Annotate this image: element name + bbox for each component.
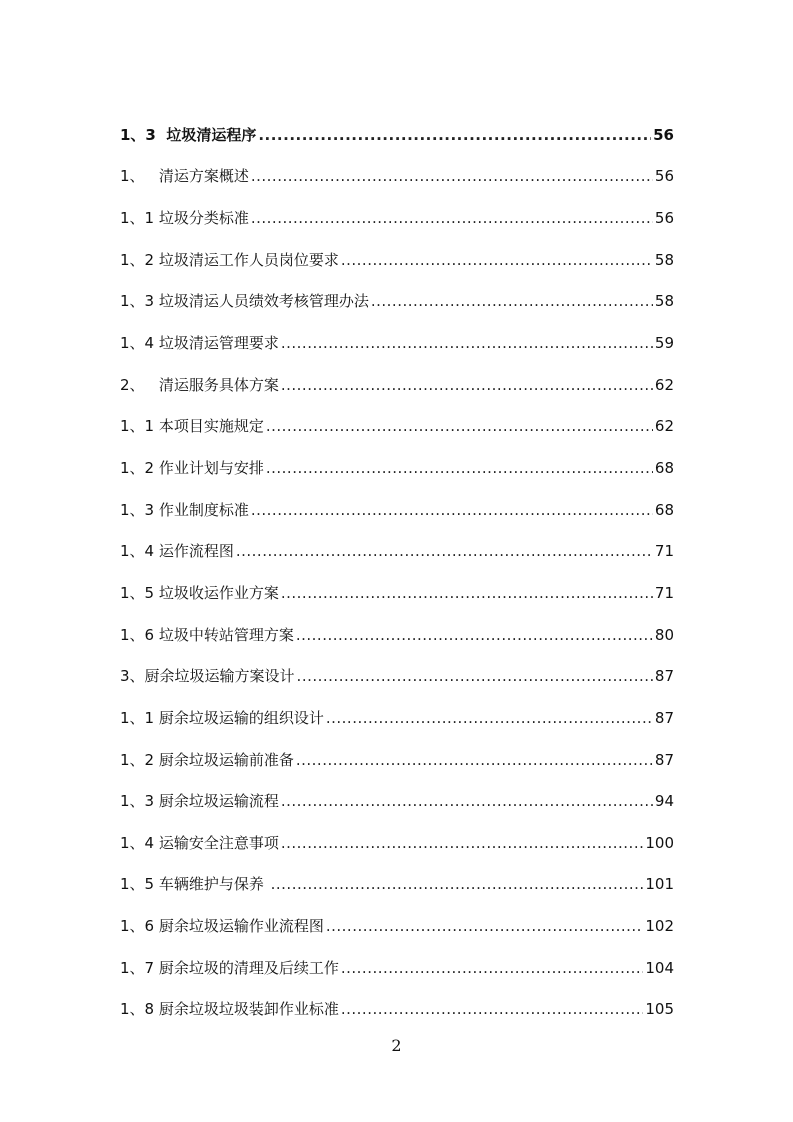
toc-entry[interactable] — [120, 605, 674, 647]
toc-entry-title: 1、2 垃圾清运工作人员岗位要求 — [120, 250, 339, 269]
toc-entry-title: 1、3 作业制度标准 — [120, 500, 249, 519]
dot-leader — [326, 706, 653, 730]
toc-entry-title: 1、3 垃圾清运人员绩效考核管理办法 — [120, 292, 369, 311]
dot-leader — [341, 997, 644, 1021]
toc-entry[interactable] — [120, 772, 674, 814]
toc-entry[interactable] — [120, 730, 674, 772]
toc-entry-title: 1、7 厨余垃圾的清理及后续工作 — [120, 958, 339, 977]
dot-leader — [281, 831, 644, 855]
toc-entry-title: 1、3 厨余垃圾运输流程 — [120, 792, 279, 811]
toc-entry-page: 58 — [654, 292, 674, 311]
dot-leader — [236, 539, 653, 563]
toc-entry[interactable] — [120, 480, 674, 522]
toc-entry-title: 1、4 垃圾清运管理要求 — [120, 333, 279, 352]
toc-entry[interactable] — [120, 688, 674, 730]
toc-entry[interactable] — [120, 313, 674, 355]
toc-entry-title: 2、 清运服务具体方案 — [120, 375, 279, 394]
toc-entry-page: 71 — [654, 542, 674, 561]
dot-leader — [251, 498, 653, 522]
dot-leader — [281, 789, 653, 813]
toc-entry[interactable] — [120, 647, 674, 689]
toc-entry[interactable] — [120, 272, 674, 314]
toc-entry-page: 59 — [654, 333, 674, 352]
toc-entry-title: 1、 清运方案概述 — [120, 167, 249, 186]
table-of-contents — [120, 105, 674, 1021]
toc-entry-title: 1、6 厨余垃圾运输作业流程图 — [120, 917, 324, 936]
toc-entry-page: 102 — [645, 917, 674, 936]
toc-entry-page: 87 — [654, 667, 674, 686]
toc-entry-page: 56 — [654, 208, 674, 227]
toc-entry-title: 1、5 车辆维护与保养 — [120, 875, 269, 894]
toc-entry-title: 1、1 垃圾分类标准 — [120, 208, 249, 227]
toc-entry-title: 1、1 本项目实施规定 — [120, 417, 264, 436]
dot-leader — [281, 373, 653, 397]
toc-entry[interactable] — [120, 230, 674, 272]
toc-entry-page: 56 — [653, 125, 674, 144]
toc-entry-page: 87 — [654, 750, 674, 769]
dot-leader — [297, 664, 653, 688]
toc-entry-page: 58 — [654, 250, 674, 269]
toc-entry-title: 3、厨余垃圾运输方案设计 — [120, 667, 295, 686]
dot-leader — [296, 623, 653, 647]
toc-entry[interactable] — [120, 147, 674, 189]
dot-leader — [296, 748, 653, 772]
toc-entry-title: 1、6 垃圾中转站管理方案 — [120, 625, 294, 644]
dot-leader — [271, 872, 644, 896]
dot-leader — [371, 289, 653, 313]
dot-leader — [258, 123, 651, 147]
toc-entry-page: 104 — [645, 958, 674, 977]
dot-leader — [266, 414, 653, 438]
toc-entry-title: 1、1 厨余垃圾运输的组织设计 — [120, 708, 324, 727]
toc-entry[interactable] — [120, 938, 674, 980]
toc-entry-page: 62 — [654, 375, 674, 394]
toc-entry-page: 68 — [654, 458, 674, 477]
dot-leader — [326, 914, 644, 938]
dot-leader — [341, 956, 644, 980]
toc-entry[interactable] — [120, 813, 674, 855]
toc-entry-page: 94 — [654, 792, 674, 811]
toc-entry-page: 100 — [645, 833, 674, 852]
dot-leader — [251, 206, 653, 230]
toc-entry[interactable] — [120, 855, 674, 897]
toc-entry-page: 101 — [645, 875, 674, 894]
toc-entry[interactable] — [120, 188, 674, 230]
toc-entry[interactable] — [120, 438, 674, 480]
dot-leader — [266, 456, 653, 480]
toc-entry-page: 105 — [645, 1000, 674, 1019]
toc-entry-title: 1、2 厨余垃圾运输前准备 — [120, 750, 294, 769]
dot-leader — [281, 581, 653, 605]
toc-entry[interactable] — [120, 355, 674, 397]
dot-leader — [281, 331, 653, 355]
page-number: 2 — [391, 1036, 402, 1055]
toc-entry[interactable] — [120, 980, 674, 1022]
toc-entry-page: 68 — [654, 500, 674, 519]
dot-leader — [341, 248, 653, 272]
toc-entry[interactable] — [120, 397, 674, 439]
dot-leader — [251, 164, 653, 188]
toc-entry-title: 1、5 垃圾收运作业方案 — [120, 583, 279, 602]
toc-entry-page: 56 — [654, 167, 674, 186]
toc-entry-title: 1、3 垃圾清运程序 — [120, 125, 257, 144]
toc-entry[interactable] — [120, 522, 674, 564]
toc-entry-page: 71 — [654, 583, 674, 602]
toc-entry-title: 1、4 运输安全注意事项 — [120, 833, 279, 852]
toc-entry[interactable] — [120, 896, 674, 938]
toc-entry[interactable] — [120, 563, 674, 605]
toc-entry-page: 80 — [654, 625, 674, 644]
toc-entry-title: 1、2 作业计划与安排 — [120, 458, 264, 477]
toc-entry-title: 1、8 厨余垃圾垃圾装卸作业标准 — [120, 1000, 339, 1019]
toc-entry[interactable] — [120, 105, 674, 147]
toc-entry-page: 87 — [654, 708, 674, 727]
toc-entry-page: 62 — [654, 417, 674, 436]
toc-entry-title: 1、4 运作流程图 — [120, 542, 234, 561]
